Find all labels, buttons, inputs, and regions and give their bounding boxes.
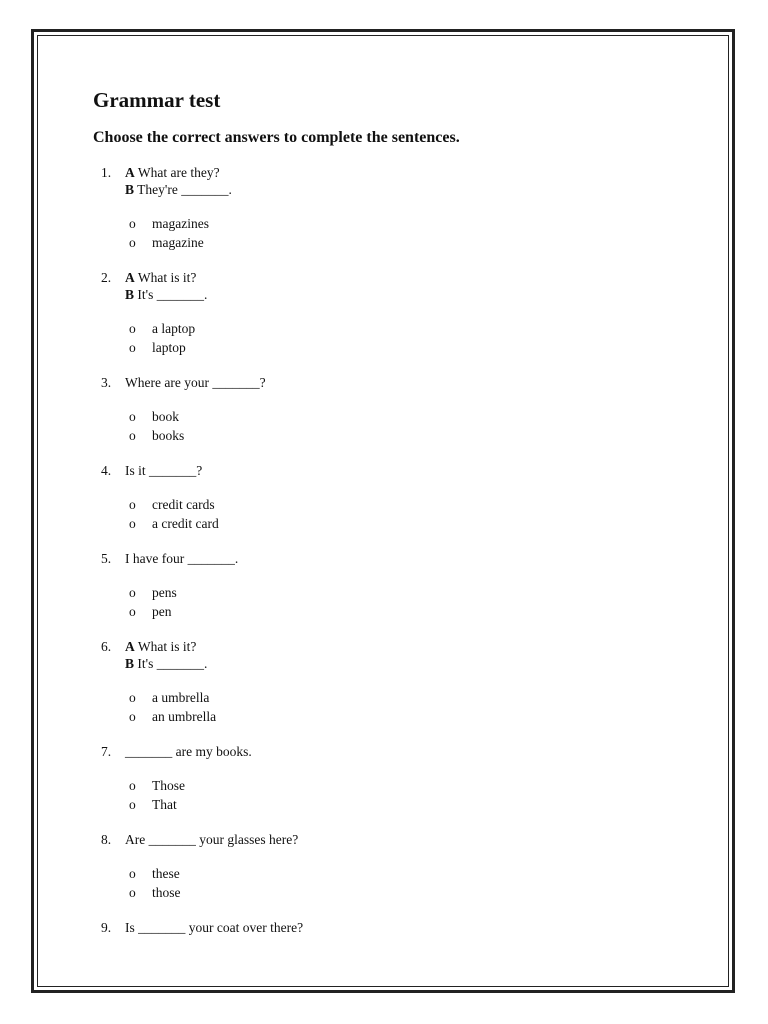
question-text: It's _______. bbox=[137, 656, 208, 671]
option-text: pens bbox=[152, 585, 177, 600]
option-text: pen bbox=[152, 603, 172, 619]
question-line bbox=[125, 462, 713, 479]
question-text: What is it? bbox=[137, 639, 197, 654]
option-bullet-icon: o bbox=[129, 866, 136, 881]
option-list bbox=[125, 584, 713, 621]
option-list bbox=[125, 689, 713, 726]
option-bullet-icon: o bbox=[129, 234, 136, 250]
option-bullet-icon: o bbox=[129, 778, 136, 793]
answer-option[interactable] bbox=[125, 884, 713, 903]
question-item bbox=[93, 374, 713, 445]
question-text: I have four _______. bbox=[125, 551, 239, 566]
question-text: They're _______. bbox=[137, 182, 232, 197]
option-list bbox=[125, 777, 713, 814]
question-item bbox=[93, 743, 713, 814]
question-item bbox=[93, 831, 713, 902]
option-bullet-icon: o bbox=[129, 321, 136, 336]
question-item bbox=[93, 462, 713, 533]
question-line bbox=[125, 831, 713, 848]
option-list bbox=[125, 865, 713, 902]
option-list bbox=[125, 215, 713, 252]
question-list bbox=[93, 164, 713, 936]
option-bullet-icon: o bbox=[129, 585, 136, 600]
answer-option[interactable] bbox=[125, 339, 713, 358]
worksheet bbox=[93, 88, 713, 936]
answer-option[interactable] bbox=[125, 689, 713, 708]
question-line bbox=[125, 269, 713, 286]
answer-option[interactable] bbox=[125, 865, 713, 884]
option-bullet-icon: o bbox=[129, 708, 136, 724]
question-line bbox=[125, 655, 713, 672]
speaker-label: B bbox=[125, 287, 135, 302]
question-item bbox=[93, 638, 713, 726]
question-line bbox=[125, 164, 713, 181]
option-text: books bbox=[152, 427, 185, 443]
question-item bbox=[93, 919, 713, 936]
answer-option[interactable] bbox=[125, 408, 713, 427]
question-text: What is it? bbox=[137, 270, 197, 285]
question-line bbox=[125, 550, 713, 567]
question-number: 9. bbox=[101, 920, 112, 935]
option-text: Those bbox=[152, 778, 185, 793]
option-bullet-icon: o bbox=[129, 497, 136, 512]
question-text: Is it _______? bbox=[125, 463, 203, 478]
question-line bbox=[125, 638, 713, 655]
answer-option[interactable] bbox=[125, 496, 713, 515]
instructions: Choose the correct answers to complete the sentences. bbox=[93, 129, 460, 146]
answer-option[interactable] bbox=[125, 796, 713, 815]
option-text: a credit card bbox=[152, 515, 219, 531]
option-bullet-icon: o bbox=[129, 409, 136, 424]
option-bullet-icon: o bbox=[129, 603, 136, 619]
option-list bbox=[125, 408, 713, 445]
question-text: Is _______ your coat over there? bbox=[125, 920, 304, 935]
speaker-label: A bbox=[125, 270, 135, 285]
question-text: What are they? bbox=[137, 165, 220, 180]
option-bullet-icon: o bbox=[129, 216, 136, 231]
speaker-label: B bbox=[125, 656, 135, 671]
answer-option[interactable] bbox=[125, 515, 713, 534]
answer-option[interactable] bbox=[125, 320, 713, 339]
question-item bbox=[93, 550, 713, 621]
question-number: 6. bbox=[101, 639, 112, 654]
answer-option[interactable] bbox=[125, 427, 713, 446]
option-bullet-icon: o bbox=[129, 339, 136, 355]
option-bullet-icon: o bbox=[129, 690, 136, 705]
question-item bbox=[93, 164, 713, 252]
option-bullet-icon: o bbox=[129, 884, 136, 900]
question-text: _______ are my books. bbox=[125, 744, 252, 759]
option-bullet-icon: o bbox=[129, 427, 136, 443]
option-text: That bbox=[152, 796, 177, 812]
option-text: magazines bbox=[152, 216, 209, 231]
question-number: 3. bbox=[101, 375, 112, 390]
question-line bbox=[125, 374, 713, 391]
question-number: 2. bbox=[101, 270, 112, 285]
option-text: those bbox=[152, 884, 181, 900]
option-text: an umbrella bbox=[152, 708, 217, 724]
question-text: Where are your _______? bbox=[125, 375, 266, 390]
speaker-label: B bbox=[125, 182, 135, 197]
question-line bbox=[125, 286, 713, 303]
page-title: Grammar test bbox=[93, 88, 221, 112]
option-text: these bbox=[152, 866, 180, 881]
answer-option[interactable] bbox=[125, 708, 713, 727]
question-line bbox=[125, 743, 713, 760]
option-text: a umbrella bbox=[152, 690, 210, 705]
option-text: credit cards bbox=[152, 497, 215, 512]
question-text: It's _______. bbox=[137, 287, 208, 302]
answer-option[interactable] bbox=[125, 603, 713, 622]
answer-option[interactable] bbox=[125, 777, 713, 796]
speaker-label: A bbox=[125, 639, 135, 654]
option-list bbox=[125, 496, 713, 533]
answer-option[interactable] bbox=[125, 234, 713, 253]
question-line bbox=[125, 181, 713, 198]
question-number: 4. bbox=[101, 463, 112, 478]
option-text: laptop bbox=[152, 339, 186, 355]
option-bullet-icon: o bbox=[129, 796, 136, 812]
question-number: 7. bbox=[101, 744, 112, 759]
option-text: a laptop bbox=[152, 321, 196, 336]
question-line bbox=[125, 919, 713, 936]
answer-option[interactable] bbox=[125, 215, 713, 234]
option-bullet-icon: o bbox=[129, 515, 136, 531]
option-text: magazine bbox=[152, 234, 204, 250]
question-number: 8. bbox=[101, 832, 112, 847]
option-text: book bbox=[152, 409, 179, 424]
question-number: 1. bbox=[101, 165, 112, 180]
answer-option[interactable] bbox=[125, 584, 713, 603]
speaker-label: A bbox=[125, 165, 135, 180]
question-number: 5. bbox=[101, 551, 112, 566]
question-text: Are _______ your glasses here? bbox=[125, 832, 299, 847]
option-list bbox=[125, 320, 713, 357]
question-item bbox=[93, 269, 713, 357]
